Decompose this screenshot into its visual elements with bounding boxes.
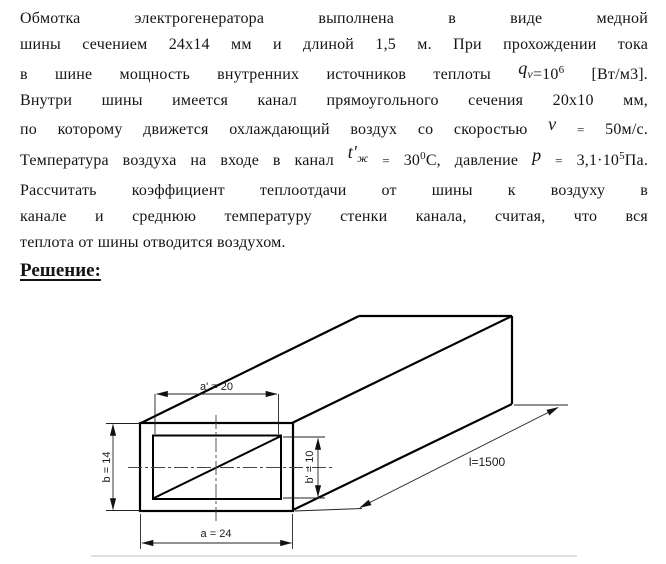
problem-line-1-text: Обмотка электрогенератора выполнена в виде медной <box>20 10 648 27</box>
formula-p-symbol: p <box>532 145 542 165</box>
problem-line-8-text: канале и среднюю температуру стенки канала, считая, что вся <box>20 208 648 225</box>
formula-p-units: Па. <box>624 152 649 169</box>
problem-line-2-text: шины сечением 24х14 мм и длиной 1,5 м. При прохождении тока <box>20 36 648 53</box>
formula-p-value: 3,1·10 <box>576 152 620 169</box>
problem-line-3-text: в шине мощность внутренних источников теплоты <box>20 66 491 83</box>
formula-v-value: 50м/с. <box>605 121 649 138</box>
formula-qv-symbol: q <box>518 58 528 78</box>
formula-v-equals: = <box>576 122 585 137</box>
problem-line-7-text: Рассчитать коэффициент теплоотдачи от шины к воздуху в <box>20 182 648 199</box>
dim-label-length: l=1500 <box>468 455 506 469</box>
problem-line-4-text: Внутри шины имеется канал прямоугольного сечения 20х10 мм, <box>20 92 648 109</box>
bus-bar-body <box>140 316 512 511</box>
dim-label-a-prime: a' = 20 <box>200 381 233 393</box>
formula-qv-value: =10 <box>532 66 559 83</box>
formula-v-symbol: v <box>548 114 557 134</box>
formula-qv-subscript: v <box>527 67 533 81</box>
formula-t-equals: = <box>382 153 390 168</box>
formula-t-value: 30 <box>403 152 421 169</box>
problem-line-3-units: [Вт/м3]. <box>591 66 649 83</box>
formula-p-exponent: 5 <box>619 150 625 162</box>
dimension-lines <box>106 394 568 549</box>
formula-t-subscript: ж <box>357 151 369 165</box>
ext-l-front <box>295 509 362 512</box>
problem-line-6-text: Температура воздуха на входе в канал <box>20 152 334 169</box>
dim-label-a: a = 24 <box>200 528 232 540</box>
problem-line-9-text: теплота от шины отводится воздухом. <box>20 234 286 251</box>
formula-p-equals: = <box>555 153 563 168</box>
formula-t-degree: 0 <box>420 150 426 162</box>
formula-t-symbol: t' <box>347 142 358 162</box>
solution-heading: Решение: <box>20 260 101 281</box>
dim-label-b: b = 14 <box>101 451 113 483</box>
dim-label-b-prime: b' = 10 <box>304 450 316 484</box>
dim-l <box>360 408 558 508</box>
formula-qv-exponent: 6 <box>558 64 565 76</box>
problem-line-6-mid: С, давление <box>425 152 519 169</box>
problem-line-5-text: по которому движется охлаждающий воздух со скоростью <box>20 121 528 138</box>
